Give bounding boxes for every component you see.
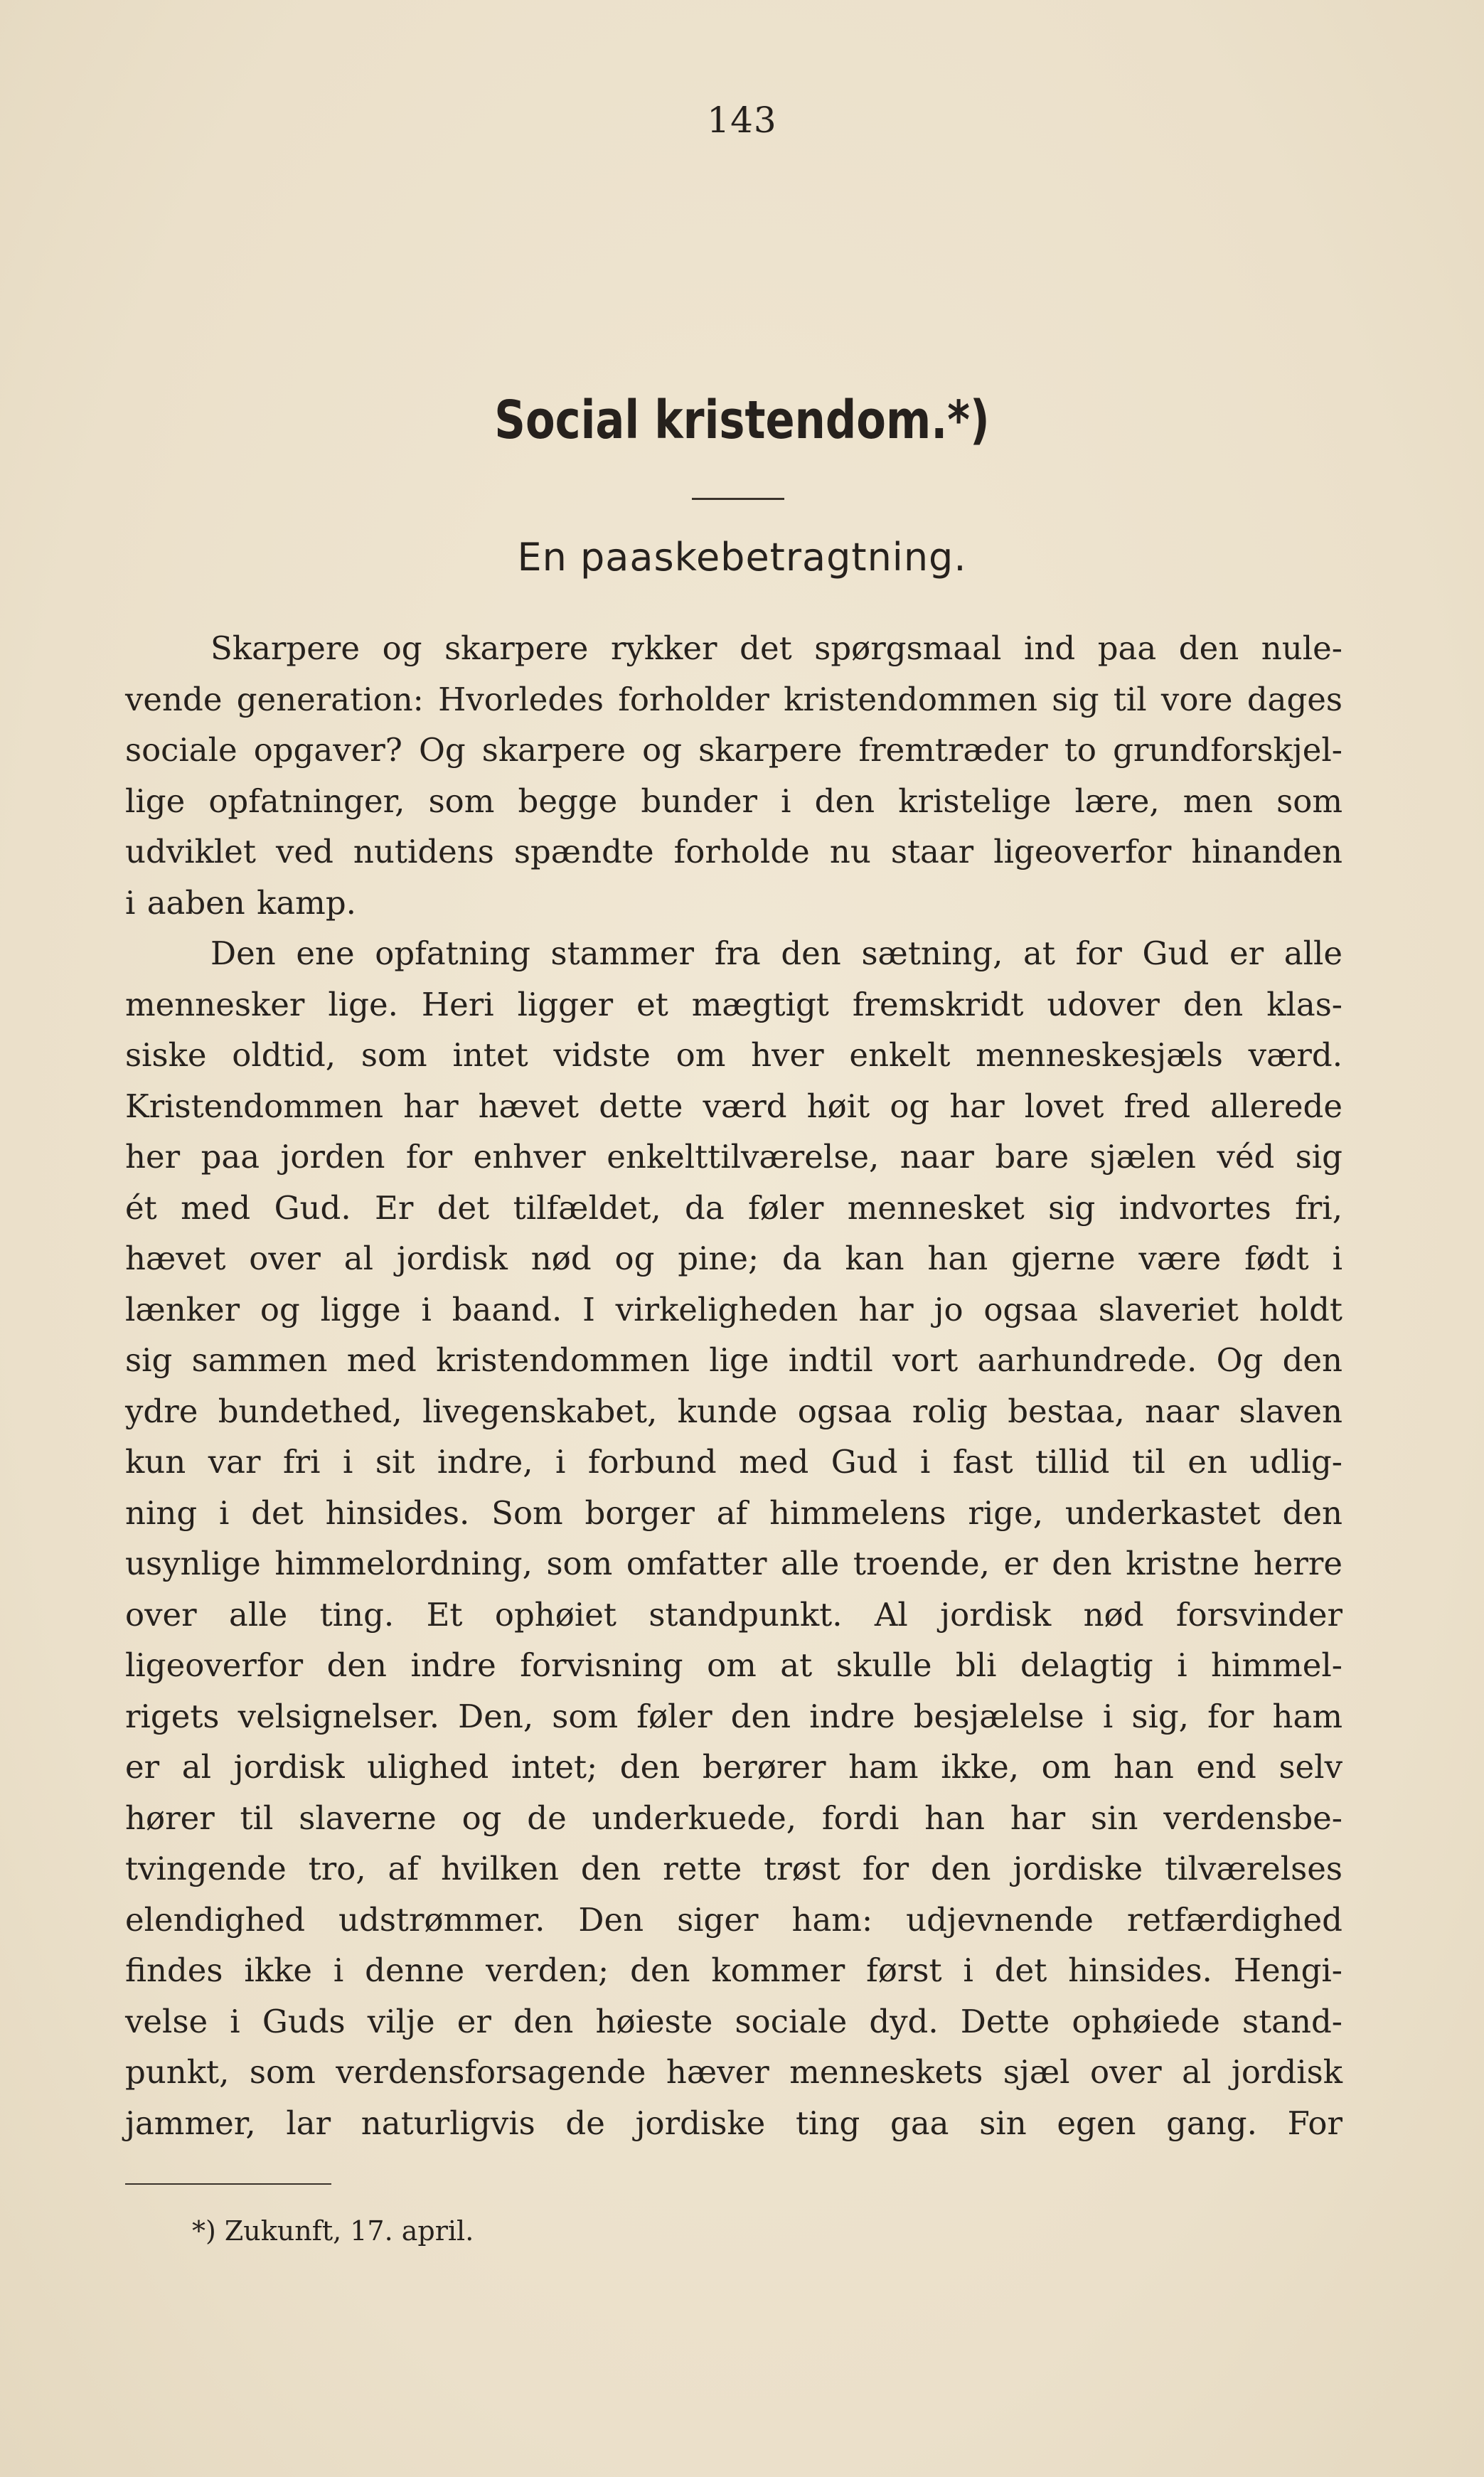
text-line: tvingende tro, af hvilken den rette trøst for den jordiske tilværelses [125,1850,1342,1887]
text-line: findes ikke i denne verden; den kommer først i det hinsides. Hengi- [125,1951,1342,1989]
article-subtitle: En paaskebetragtning. [517,535,967,580]
text-line: sociale opgaver? Og skarpere og skarpere fremtræder to grundforskjel- [125,731,1342,769]
footnote: *) Zukunft, 17. april. [192,2215,474,2247]
text-line: sig sammen med kristendommen lige indtil vort aarhundrede. Og den [125,1341,1342,1379]
text-line: her paa jorden for enhver enkelttilværelse, naar bare sjælen véd sig [125,1138,1342,1176]
text-line: lænker og ligge i baand. I virkeligheden har jo ogsaa slaveriet holdt [125,1290,1342,1328]
text-line: kun var fri i sit indre, i forbund med Gud i fast tillid til en udlig- [125,1443,1342,1481]
text-line: udviklet ved nutidens spændte forholde nu staar ligeoverfor hinanden [125,833,1342,870]
text-line: velse i Guds vilje er den høieste sociale dyd. Dette ophøiede stand- [125,2002,1342,2040]
body-text [125,623,1342,2148]
title-divider [692,498,784,500]
text-line: Den ene opfatning stammer fra den sætning, at for Gud er alle [210,934,1342,972]
text-line: ligeoverfor den indre forvisning om at skulle bli delagtig i himmel- [125,1646,1342,1684]
text-line: er al jordisk ulighed intet; den berører ham ikke, om han end selv [125,1748,1342,1786]
text-line: hævet over al jordisk nød og pine; da kan han gjerne være født i [125,1240,1342,1277]
text-line: over alle ting. Et ophøiet standpunkt. Al jordisk nød forsvinder [125,1595,1342,1634]
text-line: Kristendommen har hævet dette værd høit og har lovet fred allerede [125,1087,1342,1125]
text-line: ning i det hinsides. Som borger af himmelens rige, underkastet den [125,1493,1342,1532]
text-line: hører til slaverne og de underkuede, fordi han har sin verdensbe- [125,1799,1342,1837]
text-line: mennesker lige. Heri ligger et mægtigt fremskridt udover den klas- [125,985,1342,1023]
text-line: ét med Gud. Er det tilfældet, da føler mennesket sig indvortes fri, [125,1188,1342,1227]
text-line: jammer, lar naturligvis de jordiske ting gaa sin egen gang. For [125,2104,1342,2142]
page-number: 143 [707,100,777,141]
text-line: punkt, som verdensforsagende hæver menneskets sjæl over al jordisk [125,2053,1342,2091]
text-line: rigets velsignelser. Den, som føler den indre besjælelse i sig, for ham [125,1697,1342,1735]
article-title: Social kristendom.*) [494,390,990,451]
text-line: siske oldtid, som intet vidste om hver enkelt menneskesjæls værd. [125,1036,1342,1074]
text-line: vende generation: Hvorledes forholder kristendommen sig til vore dages [125,680,1342,718]
text-line: Skarpere og skarpere rykker det spørgsmaal ind paa den nule- [210,629,1342,667]
text-line: usynlige himmelordning, som omfatter alle troende, er den kristne herre [125,1545,1342,1582]
text-line: lige opfatninger, som begge bunder i den kristelige lære, men som [125,782,1342,820]
text-line: ydre bundethed, livegenskabet, kunde ogsaa rolig bestaa, naar slaven [125,1392,1342,1430]
text-line: i aaben kamp. [125,883,356,922]
text-line: elendighed udstrømmer. Den siger ham: udjevnende retfærdighed [125,1900,1342,1939]
footnote-divider [125,2183,331,2185]
